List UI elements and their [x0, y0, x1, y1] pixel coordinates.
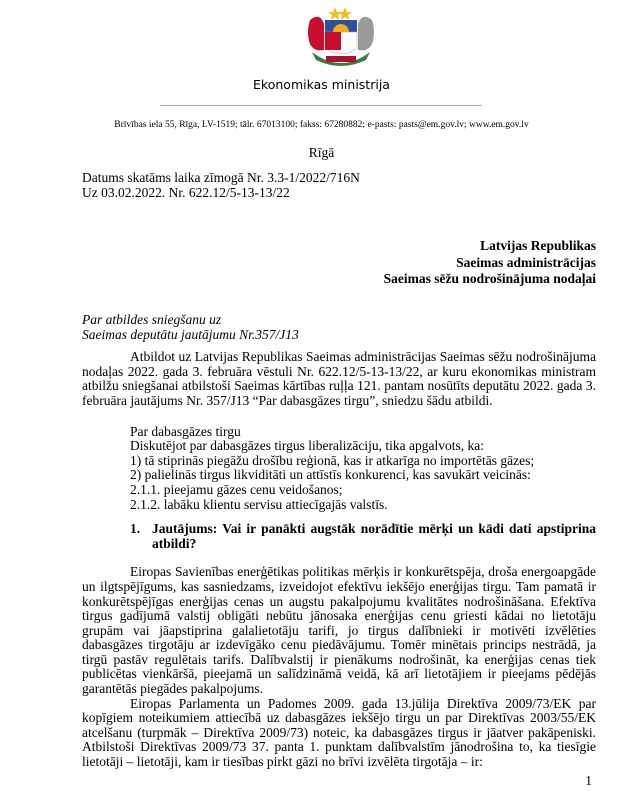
question-heading	[130, 522, 596, 551]
coat-of-arms-logo	[296, 4, 386, 74]
addressee-line: Saeimas administrācijas	[456, 254, 596, 270]
list-item: 2.1.1. pieejamu gāzes cenu veidošanos;	[130, 481, 343, 497]
subject-line: Saeimas deputātu jautājumu Nr.357/J13	[82, 326, 299, 342]
letter-body	[82, 313, 596, 788]
list-item: 2.1.2. labāku klientu servisu attiecīgajās valstīs.	[130, 496, 388, 512]
subject-line: Par atbildes sniegšanu uz	[82, 312, 222, 327]
addressee-block	[384, 238, 596, 288]
reference-block	[82, 171, 360, 200]
city: Rīgā	[308, 145, 335, 160]
list-item: Diskutējot par dabasgāzes tirgus liberalizāciju, tika apgalvots, ka:	[130, 438, 485, 454]
reference-number: Uz 03.02.2022. Nr. 622.12/5-13-13/22	[82, 184, 290, 200]
body-paragraph: Eiropas Savienības enerģētikas politikas mērķis ir konkurētspēja, droša energoapgāde un ilgtspējīgums, kas sasniedzams, izveidojot efektīvu iekšējo enerģijas tirgu. Tam pamatā ir konkurētspējīgas enerģijas cenas un augstu pakalpojumu kvalitātes nodrošināšana. Efektīva tirgus gadījumā valstij obligāti nebūtu jānosaka enerģijas cenu griesti kādai no lietotāju grupām vai jāapstiprina galalietotāju tarifi, jo tirgus dalībnieki ir motivēti izvēlēties dabasgāzes tirgotāju ar izdevīgāko cenu piedāvājumu. Tomēr minētais princips nestrādā, ja tirgū pastāv regulētais tarifs. Dalībvalstij ir pienākums nodrošināt, ka enerģijas cenas tiek publicētas vienkāršā, pieejamā un salīdzināmā veidā, kā arī lietotājiem ir pieejams pēdējās garantētās piegādes pakalpojums.	[82, 564, 596, 697]
reference-date: Datums skatāms laika zīmogā Nr. 3.3-1/2022/716N	[82, 170, 360, 185]
addressee-line: Latvijas Republikas	[480, 238, 596, 253]
question-number: 1.	[130, 521, 141, 537]
claims-list	[130, 425, 596, 513]
intro-paragraph: Atbildot uz Latvijas Republikas Saeimas administrācijas Saeimas sēžu nodrošinājuma nodaļas 2022. gada 3. februāra vēstuli Nr. 622.12/5-13-13/22, ar kuru ekonomikas ministram atbilžu sniegšanai atbilstoši Saeimas kārtības ruļļa 121. pantam nosūtīts deputātu 2022. gada 3. februāra jautājums Nr. 357/J13 “Par dabasgāzes tirgu”, sniedzu šādu atbildi.	[82, 349, 596, 408]
addressee-line: Saeimas sēžu nodrošinājuma nodaļai	[383, 271, 596, 286]
subject-block	[82, 313, 596, 342]
body-paragraph: Eiropas Parlamenta un Padomes 2009. gada 13.jūlija Direktīva 2009/73/EK par kopīgiem noteikumiem attiecībā uz dabasgāzes iekšējo tirgu un par Direktīvas 2003/55/EK atcelšanu (turpmāk – Direktīva 2009/73) noteic, ka dabasgāzes tirgus ir jāatver pakāpeniski. Atbilstoši Direktīvas 2009/73 37. panta 1. punktam dalībvalstīm jānodrošina to, ka tiesīgie lietotāji – lietotāji, kam ir tiesības pirkt gāzi no brīvi izvēlēta tirgotāja – ir:	[82, 695, 596, 770]
question-text: Jautājums: Vai ir panākti augstāk norādītie mērķi un kādi dati apstiprina atbildi?	[152, 521, 596, 551]
list-item: Par dabasgāzes tirgu	[130, 423, 241, 439]
list-item: 2) palielinās tirgus likviditāti un attīstīs konkurenci, kas savukārt veicinās:	[130, 467, 531, 483]
contact-address: Brīvības iela 55, Rīga, LV-1519; tālr. 67013100; fakss: 67280882; e-pasts: pasts@em.gov.lv; www.em.gov.lv	[114, 120, 529, 130]
ministry-name: Ekonomikas ministrija	[253, 77, 390, 92]
page-number: 1	[585, 772, 592, 788]
header-divider	[160, 105, 482, 106]
list-item: 1) tā stiprinās piegāžu drošību reģionā, kas ir atkarīga no importētās gāzes;	[130, 452, 535, 468]
